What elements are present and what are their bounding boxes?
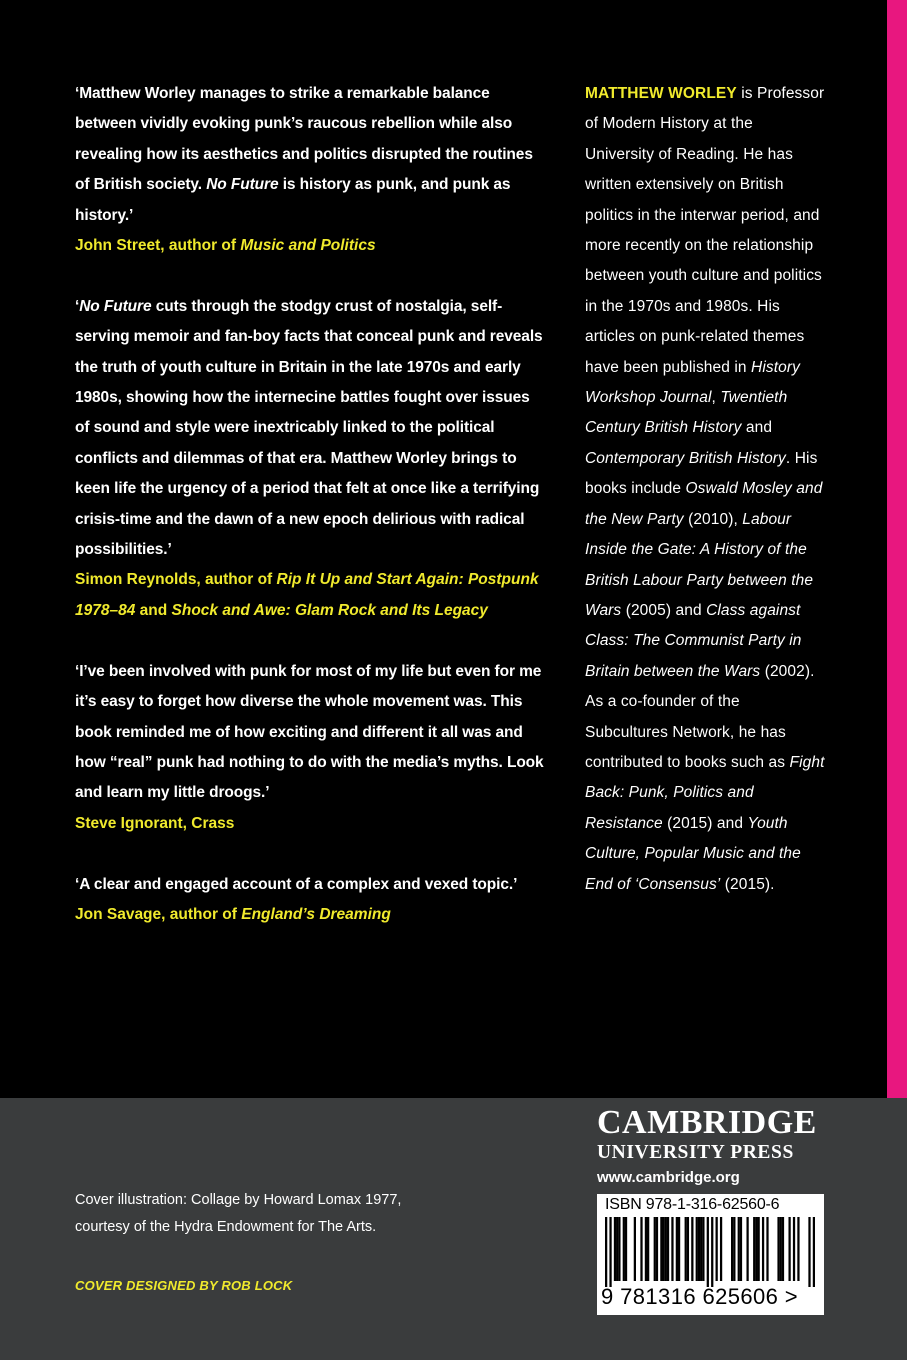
barcode-bar <box>623 1217 625 1281</box>
publisher-url: www.cambridge.org <box>597 1169 740 1186</box>
barcode-bar <box>777 1217 779 1281</box>
barcode-bar <box>797 1217 799 1281</box>
barcode-bar <box>625 1217 627 1281</box>
publisher-subtitle: UNIVERSITY PRESS <box>597 1142 794 1163</box>
barcode-bar <box>667 1217 669 1281</box>
spine-accent-strip <box>887 0 907 1098</box>
barcode-bar <box>665 1217 667 1281</box>
barcode-bar <box>758 1217 760 1281</box>
barcode-bar <box>793 1217 795 1281</box>
barcode-bar <box>762 1217 764 1281</box>
endorsement <box>75 292 545 626</box>
publisher-name: CAMBRIDGE <box>597 1104 817 1141</box>
barcode-bar <box>733 1217 735 1281</box>
barcode-bar <box>671 1217 673 1281</box>
author-bio: MATTHEW WORLEY is Professor of Modern History at the University of Reading. He has written extensively on British politics in the interwar period, and more recently on the relationship between youth culture and politics in the 1970s and 1980s. His articles on punk-related themes have been published in History Workshop Journal, Twentieth Century British History and Contemporary British History. His books include Oswald Mosley and the New Party (2010), Labour Inside the Gate: A History of the British Labour Party between the Wars (2005) and Class against Class: The Communist Party in Britain between the Wars (2002). As a co-founder of the Subcultures Network, he has contributed to books such as Fight Back: Punk, Politics and Resistance (2015) and Youth Culture, Popular Music and the End of ‘Consensus’ (2015). <box>585 85 825 893</box>
barcode-bar <box>698 1217 700 1281</box>
barcode-bar <box>782 1217 784 1281</box>
barcode-bar <box>738 1217 740 1281</box>
barcode-bar <box>753 1217 755 1281</box>
barcode-bar <box>731 1217 733 1281</box>
book-title: No Future <box>79 297 152 315</box>
barcode-bar <box>711 1217 713 1287</box>
barcode-bar <box>660 1217 662 1281</box>
cover-designer: COVER DESIGNED BY ROB LOCK <box>75 1278 293 1293</box>
endorsement <box>75 79 545 261</box>
barcode-bar <box>808 1217 810 1287</box>
barcode-bar <box>647 1217 649 1281</box>
endorsement-attribution: Steve Ignorant, Crass <box>75 814 235 832</box>
barcode-bar <box>691 1217 693 1281</box>
barcode-bar <box>740 1217 742 1281</box>
author-name: MATTHEW WORLEY <box>585 85 737 102</box>
barcode-bar <box>700 1217 702 1281</box>
endorsement <box>75 657 545 839</box>
barcode-bar <box>634 1217 636 1281</box>
isbn-label: ISBN 978-1-316-62560-6 <box>605 1196 780 1213</box>
barcode-bar <box>640 1217 642 1281</box>
barcode-bar <box>678 1217 680 1281</box>
barcode-bar <box>702 1217 704 1281</box>
endorsement-attribution: John Street, author of Music and Politics <box>75 237 376 255</box>
barcode-bar <box>654 1217 656 1281</box>
barcode-bar <box>813 1217 815 1287</box>
barcode-bar <box>696 1217 698 1281</box>
barcode <box>605 1217 815 1287</box>
barcode-bar <box>614 1217 616 1281</box>
barcode-bar <box>616 1217 618 1281</box>
barcode-bar <box>780 1217 782 1281</box>
endorsement-quote: ‘Matthew Worley manages to strike a remarkable balance between vividly evoking punk’s raucous rebellion while also revealing how its aesthetics and politics disrupted the routines of British society. No Future is history as punk, and punk as history.’ <box>75 85 533 224</box>
publisher-logo <box>597 1104 827 1189</box>
barcode-bar <box>676 1217 678 1281</box>
barcode-bar <box>605 1217 607 1287</box>
barcode-bar <box>687 1217 689 1281</box>
endorsement-quote: ‘I’ve been involved with punk for most of my life but even for me it’s easy to forget how diverse the whole movement was. This book reminded me of how exciting and different it all was and how “real” punk had nothing to do with the media’s myths. Look and learn my little droogs.’ <box>75 662 544 802</box>
barcode-bar <box>656 1217 658 1281</box>
barcode-bar <box>788 1217 790 1281</box>
barcode-bar <box>755 1217 757 1281</box>
barcode-digits: 9 781316 625606 > <box>601 1284 799 1309</box>
barcode-bar <box>662 1217 664 1281</box>
barcode-bar <box>716 1217 718 1281</box>
barcode-panel <box>597 1194 824 1315</box>
endorsement-quote: ‘No Future cuts through the stodgy crust of nostalgia, self-serving memoir and fan-boy facts that conceal punk and reveals the truth of youth culture in Britain in the late 1970s and early 1980s, showing how the internecine battles fought over issues of sound and style were inextricably linked to the political conflicts and dilemmas of that era. Matthew Worley brings to keen life the urgency of a period that felt at once like a terrifying crisis-time and the dawn of a new epoch delirious with radical possibilities.’ <box>75 297 543 559</box>
endorsement-quote: ‘A clear and engaged account of a complex and vexed topic.’ <box>75 875 518 893</box>
endorsements <box>75 79 545 961</box>
barcode-bar <box>685 1217 687 1281</box>
barcode-bar <box>645 1217 647 1281</box>
barcode-bar <box>609 1217 611 1287</box>
book-title: No Future <box>206 176 279 194</box>
endorsement <box>75 870 545 931</box>
barcode-bar <box>746 1217 748 1281</box>
cover-credit: Cover illustration: Collage by Howard Lomax 1977, courtesy of the Hydra Endowment for The Arts. <box>75 1192 402 1235</box>
endorsement-attribution: Jon Savage, author of England’s Dreaming <box>75 905 391 923</box>
barcode-bar <box>707 1217 709 1287</box>
barcode-bar <box>766 1217 768 1281</box>
endorsement-attribution: Simon Reynolds, author of Rip It Up and Start Again: Postpunk 1978–84 and Shock and Awe: Glam Rock and Its Legacy <box>75 571 539 619</box>
barcode-bar <box>618 1217 620 1281</box>
barcode-bar <box>720 1217 722 1281</box>
